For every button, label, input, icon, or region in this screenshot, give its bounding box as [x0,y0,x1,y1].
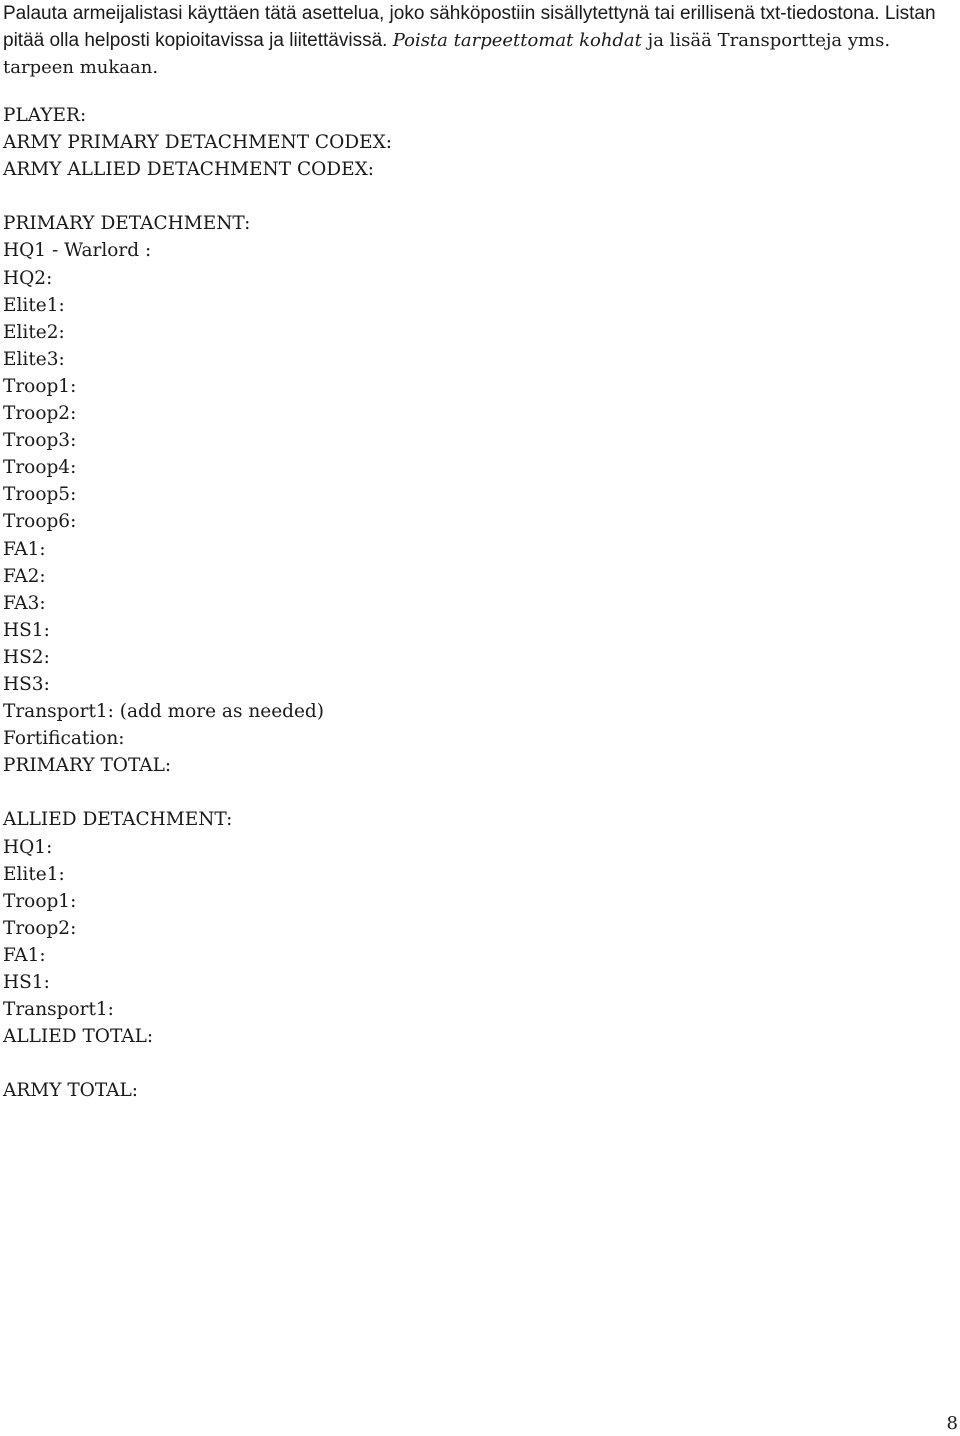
primary-slot-elite3: Elite3: [3,348,65,370]
primary-total: PRIMARY TOTAL: [3,755,172,777]
primary-slot-troop3: Troop3: [3,430,77,452]
allied-slot-fa1: FA1: [3,944,46,966]
primary-slot-troop6: Troop6: [3,511,77,533]
army-total: ARMY TOTAL: [3,1080,139,1102]
primary-codex-field: ARMY PRIMARY DETACHMENT CODEX: [3,132,392,154]
spacer [3,1050,903,1077]
allied-detachment-heading: ALLIED DETACHMENT: [3,809,233,831]
primary-detachment-heading: PRIMARY DETACHMENT: [3,213,251,235]
allied-codex-field: ARMY ALLIED DETACHMENT CODEX: [3,159,375,181]
primary-slot-fa1: FA1: [3,538,46,560]
primary-slot-troop4: Troop4: [3,457,77,479]
primary-slot-elite2: Elite2: [3,321,65,343]
allied-slot-troop1: Troop1: [3,890,77,912]
primary-slot-transport1: Transport1: (add more as needed) [3,701,324,723]
allied-slot-hs1: HS1: [3,972,50,993]
allied-slot-troop2: Troop2: [3,917,77,939]
primary-slot-troop5: Troop5: [3,484,77,506]
player-field: PLAYER: [3,105,87,126]
allied-slot-hq1: HQ1: [3,836,53,858]
allied-total: ALLIED TOTAL: [3,1026,154,1048]
instructions-text-end: ja lisää Transportteja yms. tarpeen mukaan. [3,30,891,78]
primary-slot-troop2: Troop2: [3,403,77,425]
instructions-paragraph [3,0,943,81]
primary-slot-hq2: HQ2: [3,267,53,289]
primary-slot-fa2: FA2: [3,565,46,587]
spacer [3,183,903,210]
page-number: 8 [946,1413,958,1434]
primary-slot-fortification: Fortification: [3,728,125,750]
primary-slot-hs3: HS3: [3,673,50,695]
allied-slot-elite1: Elite1: [3,863,65,885]
primary-slot-elite1: Elite1: [3,294,65,316]
spacer [3,779,903,806]
army-list-form [3,102,903,1104]
primary-slot-hs2: HS2: [3,646,50,668]
primary-slot-hq1: HQ1 - Warlord : [3,240,152,262]
primary-slot-troop1: Troop1: [3,375,77,397]
primary-slot-fa3: FA3: [3,592,46,614]
allied-slot-transport1: Transport1: [3,999,114,1021]
instructions-text: Palauta armeijalistasi käyttäen tätä asettelua, joko sähköpostiin sisällytettynä tai erillisenä txt-tiedostona. Listan pitää olla helposti kopioitavissa ja liitettävissä. [3,3,936,51]
primary-slot-hs1: HS1: [3,619,50,641]
instructions-emphasis: Poista tarpeettomat kohdat [392,30,642,51]
